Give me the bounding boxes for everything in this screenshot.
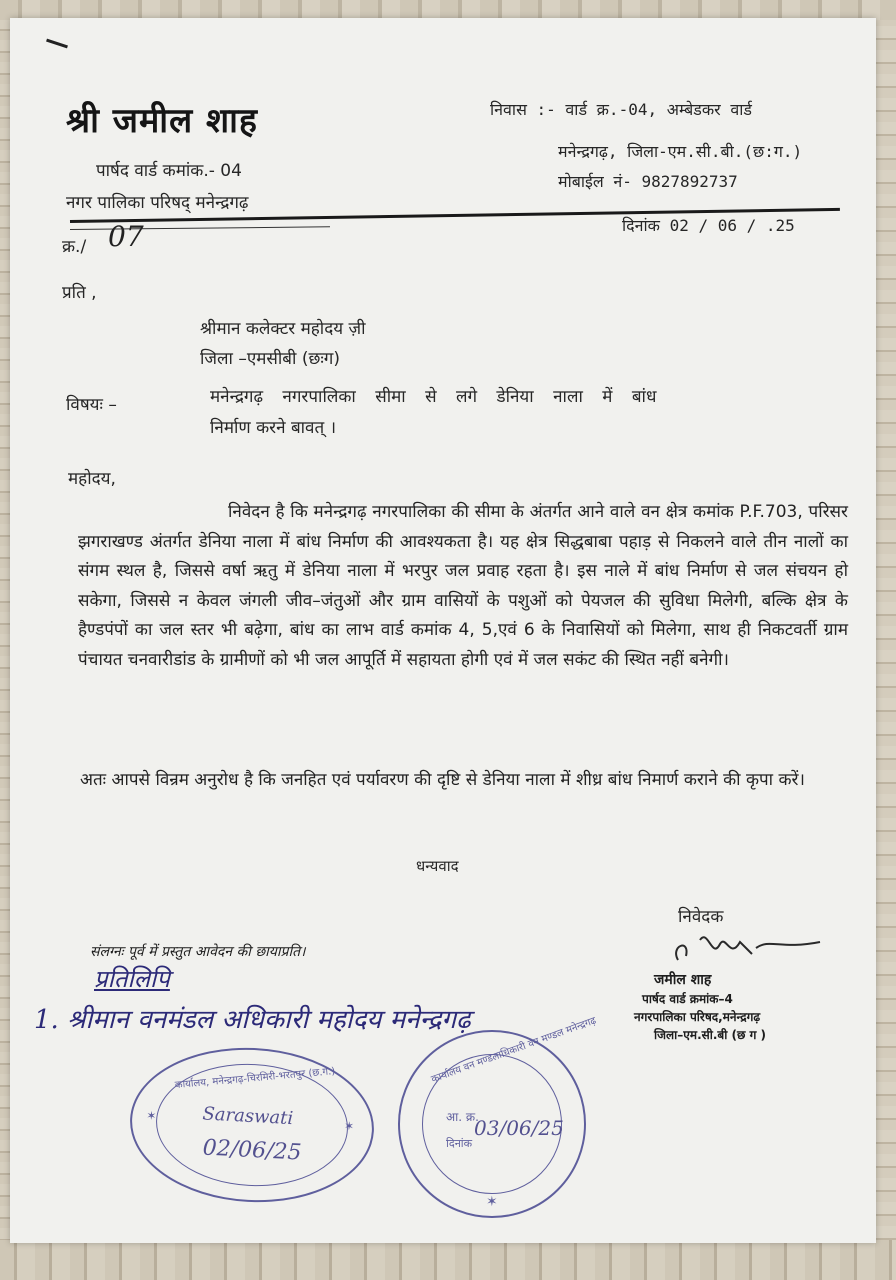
star-icon: ✶: [145, 1108, 157, 1123]
body-paragraph-1: निवेदन है कि मनेन्द्रगढ़ नगरपालिका की सीमा के अंतर्गत आने वाले वन क्षेत्र कमांक P.F.703, परिसर झगराखण्ड अंतर्गत डेनिया नाला में बांध निर्माण की आवश्यकता है। यह क्षेत्र सिद्धबाबा पहाड़ से निकलने वाले तीन नालों का संगम स्थल है, जिससे वर्षा ऋतु में डेनिया नाला में भरपुर जल प्रवाह रहता है। इस नाले में बांध निर्माण से जल संचयन हो सकेगा, जिससे न केवल जंगली जीव–जंतुओं और ग्राम वासियों के पशुओं को पेयजल की सुविधा मिलेगी, बल्कि क्षेत्र के हैण्डपंपों का जल स्तर भी बढ़ेगा, बांध का लाभ वार्ड कमांक 4, 5,एवं 6 के निवासियों को मिलेगा, साथ ही निकटवर्ती ग्राम पंचायत चनवारीडांड के ग्रामीणों को भी जल आपूर्ति में सहायता होगी एवं में जल सकंट की स्थित नहीं बनेगी।: [78, 502, 848, 670]
signature-line2: पार्षद वार्ड क्रमांक–4: [642, 992, 733, 1006]
signature-line3: नगरपालिका परिषद,मनेन्द्रगढ़: [634, 1010, 761, 1024]
right-stamp-kr-label: आ. क्र.: [446, 1110, 479, 1124]
copy-line-handwritten: 1. श्रीमान वनमंडल अधिकारी महोदय मनेन्द्रगढ़: [34, 1005, 471, 1035]
star-icon: ✶: [486, 1194, 498, 1210]
signature-scribble-icon: [660, 920, 830, 972]
salutation: महोदय,: [68, 469, 116, 489]
ref-number-handwritten: 07: [108, 220, 144, 253]
office-stamp-left: [126, 1042, 378, 1209]
letter-page: [10, 18, 876, 1243]
letterhead-council: नगर पालिका परिषद् मनेन्द्रगढ़: [66, 193, 249, 213]
body-paragraph-2: अतः आपसे विन्रम अनुरोध है कि जनहित एवं पर्यावरण की दृष्टि से डेनिया नाला में शीध्र बांध निमार्ण कराने की कृपा करें।: [80, 770, 805, 790]
left-stamp-ring-text: कार्यालय, मनेन्द्रगढ़-चिरमिरी-भरतपुर (छ.ग.): [174, 1066, 336, 1092]
addressee-line2: जिला –एमसीबी (छःग): [200, 349, 341, 369]
letterhead-mobile: मोबाईल नं- 9827892737: [558, 172, 738, 191]
subject-line2: निर्माण करने बावत् ।: [210, 418, 337, 438]
signature-name: जमील शाह: [654, 972, 712, 988]
enclosure-note: संलग्नः पूर्व में प्रस्तुत आवेदन की छायाप्रति।: [90, 944, 306, 960]
left-stamp-signature: Saraswati: [201, 1103, 294, 1130]
prati-label: प्रति ,: [62, 283, 97, 303]
ref-number-label: क्र./: [62, 237, 87, 257]
thanks-text: धन्यवाद: [416, 857, 459, 875]
forest-office-stamp-right: [398, 1015, 598, 1218]
copy-heading-handwritten: प्रतिलिपि: [94, 965, 170, 993]
subject-label: विषयः –: [66, 395, 117, 415]
newspaper-background-bottom: [0, 1240, 896, 1280]
signature-line4: जिला–एम.सी.बी (छ ग ): [654, 1028, 767, 1042]
right-stamp-date: 03/06/25: [474, 1116, 564, 1140]
letterhead-name: श्री जमील शाह: [66, 101, 258, 141]
addressee-line1: श्रीमान कलेक्टर महोदय ज़ी: [200, 319, 366, 339]
pen-mark: [46, 39, 68, 49]
letterhead-address-line2: मनेन्द्रगढ़, जिला-एम.सी.बी.(छ:ग.): [558, 142, 803, 161]
left-stamp-date: 02/06/25: [202, 1135, 303, 1166]
letter-date: दिनांक 02 / 06 / .25: [622, 216, 795, 235]
subject-line1: मनेन्द्रगढ़ नगरपालिका सीमा से लगे डेनिया नाला में बांध: [210, 387, 657, 407]
letterhead-address-line1: निवास :- वार्ड क्र.-04, अम्बेडकर वार्ड: [490, 100, 752, 119]
right-stamp-ring-text: कार्यालय वन मण्डलाधिकारी वन मण्डल मनेन्द्रगढ़: [429, 1015, 598, 1086]
right-stamp-dinank-label: दिनांक: [446, 1137, 473, 1150]
star-icon: ✶: [343, 1118, 355, 1134]
signature-nivedak: निवेदक: [678, 907, 724, 927]
letterhead-designation: पार्षद वार्ड कमांक.- 04: [96, 161, 242, 181]
